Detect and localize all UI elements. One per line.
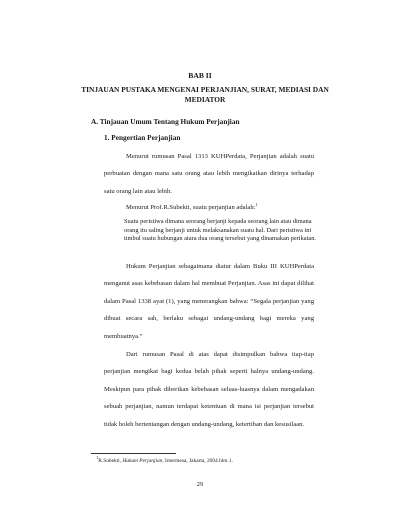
footnote-number: 1	[96, 455, 99, 460]
subsection-heading-1: 1. Pengertian Perjanjian	[104, 133, 181, 142]
paragraph-4	[104, 346, 314, 433]
section-heading-a: A. Tinjauan Umum Tentang Hukum Perjanjian	[91, 117, 240, 126]
footnote-divider	[91, 453, 176, 454]
footnote-marker: 1	[255, 202, 258, 207]
footnote-details: , Intermesa, Jakarta, 2004.hlm.1.	[162, 458, 233, 464]
block-quote: Suatu peristiwa dimana seorang berjanji kepada seorang lain atau dimana orang itu saling berjanji untuk melaksanakan suatu hal. Dari peristiwa ini timbul suatu hubungan atara dua orang tersebut yang dinamakan perikatan.	[124, 218, 317, 243]
page-number: 29	[196, 481, 204, 488]
chapter-heading: BAB II	[188, 71, 212, 80]
footnote	[96, 455, 233, 464]
paragraph-2-text: Menurut Prof.R.Subekti, suatu perjanjian adalah:	[126, 204, 256, 211]
paragraph-3-text: Hukum Perjanjian sebagaimana diatur dalam Buku III KUHPerdata menganut asas kebebasan dalam hal membuat Perjanjian. Asas ini dapat dilihat dalam Pasal 1338 ayat (1), yang menerangkan bahwa: “Segala perjanjian yang dibuat secara sah, berlaku sebagai undang-undang bagi mereka yang membuatnya.”	[104, 263, 314, 340]
paragraph-1	[104, 148, 314, 200]
paragraph-2	[104, 199, 314, 216]
paragraph-4-text: Dari rumusan Pasal di atas dapat disimpulkan bahwa tiap-tiap perjanjian mengikat bagi kedua belah pihak seperti halnya undang-undang. Meskipun para pihak diberikan kebebasan seluas-luasnya dalam mengadakan sebuah perjanjian, namun terdapat ketentuan di mana isi perjanjian tersebut tidak boleh bertentangan dengan undang-undang, ketertiban dan kesusilaan.	[104, 351, 314, 428]
paragraph-1-text: Menurut rumusan Pasal 1313 KUHPerdata, Perjanjian adalah suatu perbuatan dengan mana satu orang atau lebih mengikatkan dirinya terhadap satu orang lain atau lebih.	[104, 153, 314, 195]
paragraph-3	[104, 258, 314, 345]
footnote-author: R.Subekti,	[98, 458, 122, 464]
footnote-book-title: Hukum Perjanjian	[122, 458, 163, 464]
chapter-title: TINJAUAN PUSTAKA MENGENAI PERJANJIAN, SURAT, MEDIASI DAN MEDIATOR	[81, 85, 329, 104]
